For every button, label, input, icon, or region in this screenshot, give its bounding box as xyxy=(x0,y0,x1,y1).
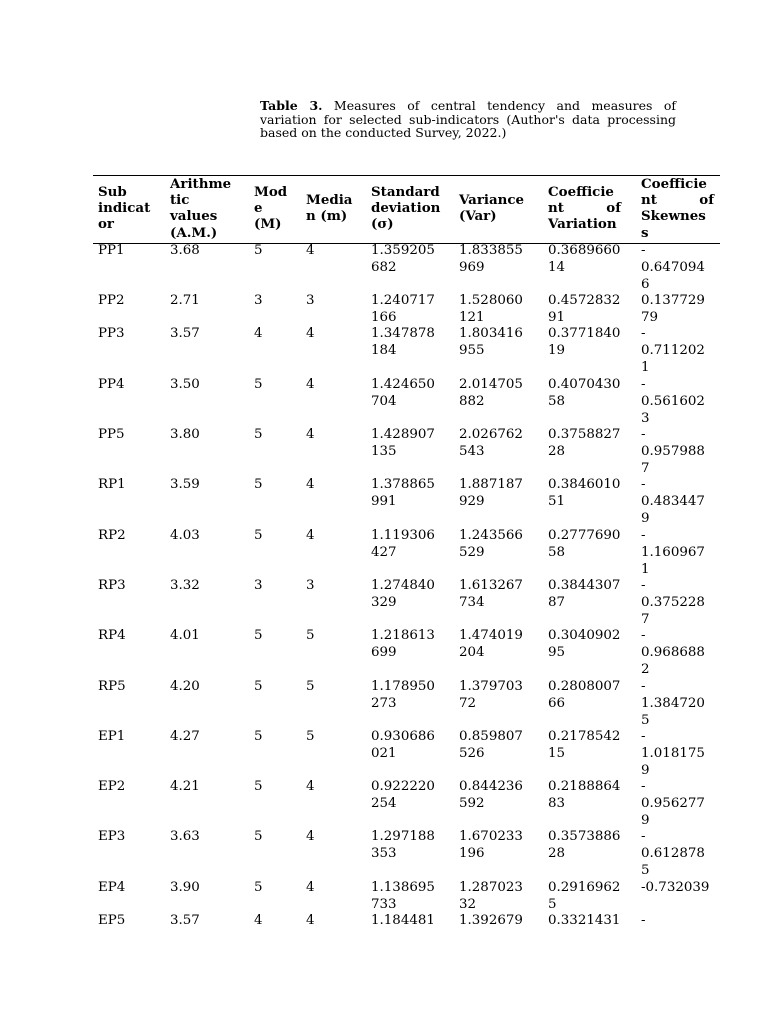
table-cell: 4.20 xyxy=(170,679,200,694)
table-cell: 1.613267 734 xyxy=(459,578,523,610)
table-cell: 1.287023 32 xyxy=(459,880,523,912)
table-label: Table 3. xyxy=(260,98,323,113)
table-cell: 0.3758827 28 xyxy=(548,427,621,459)
column-header xyxy=(548,184,621,233)
column-header-line: indicat xyxy=(98,200,151,217)
table-cell: PP5 xyxy=(98,427,125,442)
table-cell: 0.3771840 19 xyxy=(548,326,621,358)
column-header-line: Skewnes xyxy=(641,208,706,225)
table-cell: RP1 xyxy=(98,477,126,492)
column-header-word: nt xyxy=(641,192,657,209)
table-cell: 5 xyxy=(254,829,263,844)
table-cell: 5 xyxy=(254,528,263,543)
column-header-line xyxy=(548,200,621,216)
table-cell: 3 xyxy=(254,293,263,308)
table-cell: 0.4070430 58 xyxy=(548,377,621,409)
table-cell: 5 xyxy=(254,427,263,442)
table-cell: -0.732039 xyxy=(641,880,710,895)
column-header xyxy=(371,184,440,233)
table-cell: - 0.957988 7 xyxy=(641,427,705,476)
table-cell: 4.03 xyxy=(170,528,200,543)
table-cell: 0.3321431 xyxy=(548,913,621,928)
table-cell: EP1 xyxy=(98,729,126,744)
table-cell: 0.3689660 14 xyxy=(548,243,621,275)
table-cell: 0.3844307 87 xyxy=(548,578,621,610)
column-header-line: (Var) xyxy=(459,208,497,225)
column-header-line: tic xyxy=(170,192,190,209)
table-cell: 1.138695 733 xyxy=(371,880,435,912)
column-header-line: or xyxy=(98,216,114,233)
table-cell: 4 xyxy=(306,913,315,928)
column-header-line xyxy=(641,192,714,208)
table-cell: 1.803416 955 xyxy=(459,326,523,358)
table-cell: 5 xyxy=(254,729,263,744)
table-cell: 0.922220 254 xyxy=(371,779,435,811)
table-cell: 1.359205 682 xyxy=(371,243,435,275)
column-header xyxy=(306,192,352,224)
table-cell: - 1.018175 9 xyxy=(641,729,705,778)
table-cell: 4 xyxy=(306,326,315,341)
table-cell: 1.378865 991 xyxy=(371,477,435,509)
table-cell: 3.90 xyxy=(170,880,200,895)
column-header-word: nt xyxy=(548,200,564,217)
table-cell: 4 xyxy=(306,243,315,258)
table-cell: 1.424650 704 xyxy=(371,377,435,409)
table-cell: 1.184481 xyxy=(371,913,435,928)
column-header xyxy=(254,184,287,233)
table-cell: 1.833855 969 xyxy=(459,243,523,275)
table-cell: 1.274840 329 xyxy=(371,578,435,610)
column-header-line: n (m) xyxy=(306,208,348,225)
table-cell: 5 xyxy=(254,779,263,794)
table-cell: - 0.612878 5 xyxy=(641,829,705,878)
table-cell: 3.50 xyxy=(170,377,200,392)
table-cell: 0.2777690 58 xyxy=(548,528,621,560)
table-cell: 2.026762 543 xyxy=(459,427,523,459)
table-cell: 1.474019 204 xyxy=(459,628,523,660)
column-header-line: (A.M.) xyxy=(170,224,218,241)
table-cell: 4 xyxy=(306,829,315,844)
column-header-line: Media xyxy=(306,192,353,208)
table-cell: 3 xyxy=(306,578,315,593)
column-header-word: of xyxy=(699,192,714,209)
column-header-line: Arithme xyxy=(170,176,232,192)
column-header-line: deviation xyxy=(371,200,441,217)
table-cell: 0.3573886 28 xyxy=(548,829,621,861)
column-header-line: Mod xyxy=(254,184,288,200)
table-cell: 1.528060 121 xyxy=(459,293,523,325)
table-cell: 0.859807 526 xyxy=(459,729,523,761)
table-cell: 5 xyxy=(254,880,263,895)
table-cell: 4 xyxy=(254,326,263,341)
table-cell: RP3 xyxy=(98,578,126,593)
table-cell: - 0.483447 9 xyxy=(641,477,705,526)
column-header-line: e xyxy=(254,200,263,217)
table-cell: 4 xyxy=(254,913,263,928)
column-header-line: Standard xyxy=(371,184,440,200)
table-cell: 1.240717 166 xyxy=(371,293,435,325)
table-cell: 2.71 xyxy=(170,293,200,308)
table-cell: EP3 xyxy=(98,829,126,844)
table-cell: 3.32 xyxy=(170,578,200,593)
table-cell: 3 xyxy=(254,578,263,593)
column-header-line: (M) xyxy=(254,216,282,233)
table-cell: 3.80 xyxy=(170,427,200,442)
table-cell: 0.2188864 83 xyxy=(548,779,621,811)
table-cell: RP2 xyxy=(98,528,126,543)
table-cell: PP4 xyxy=(98,377,125,392)
table-cell: 3 xyxy=(306,293,315,308)
column-header-line: Coefficie xyxy=(641,176,707,192)
table-cell: 5 xyxy=(254,477,263,492)
table-cell: 4 xyxy=(306,427,315,442)
table-cell: - 0.647094 6 xyxy=(641,243,705,292)
table-cell: 1.218613 699 xyxy=(371,628,435,660)
table-cell: 4 xyxy=(306,779,315,794)
table-cell: 1.379703 72 xyxy=(459,679,523,711)
table-cell: EP4 xyxy=(98,880,126,895)
table-cell: 4 xyxy=(306,377,315,392)
column-header xyxy=(170,176,231,241)
column-header-line: Variance xyxy=(459,192,525,208)
table-cell: 0.137729 79 xyxy=(641,293,705,325)
column-header-line: (σ) xyxy=(371,216,394,233)
table-cell: RP5 xyxy=(98,679,126,694)
table-cell: - 1.384720 5 xyxy=(641,679,705,728)
table-cell: 0.844236 592 xyxy=(459,779,523,811)
table-cell: - 0.968688 2 xyxy=(641,628,705,677)
column-header-line: Variation xyxy=(548,216,617,233)
table-cell: 0.3040902 95 xyxy=(548,628,621,660)
table-cell: 5 xyxy=(254,679,263,694)
table-cell: 1.887187 929 xyxy=(459,477,523,509)
table-cell: 3.63 xyxy=(170,829,200,844)
table-cell: - 0.956277 9 xyxy=(641,779,705,828)
caption-text: Measures of central tendency and measures of variation for selected sub-indicators (Author's data processing based on the conducted Survey, 2022.) xyxy=(260,98,676,140)
table-cell: 3.68 xyxy=(170,243,200,258)
table-cell: 5 xyxy=(254,628,263,643)
table-cell: 5 xyxy=(254,243,263,258)
table-cell: 1.428907 135 xyxy=(371,427,435,459)
table-cell: - 0.561602 3 xyxy=(641,377,705,426)
table-cell: 4.21 xyxy=(170,779,200,794)
table-cell: EP5 xyxy=(98,913,126,928)
table-cell: - 1.160967 1 xyxy=(641,528,705,577)
column-header xyxy=(641,176,714,241)
table-cell: 1.119306 427 xyxy=(371,528,435,560)
column-header xyxy=(98,184,150,233)
table-cell: 1.347878 184 xyxy=(371,326,435,358)
table-cell: 4.01 xyxy=(170,628,200,643)
table-cell: 4.27 xyxy=(170,729,200,744)
table-cell: 5 xyxy=(306,679,315,694)
table-cell: PP3 xyxy=(98,326,125,341)
table-cell: 0.3846010 51 xyxy=(548,477,621,509)
table-cell: 0.2178542 15 xyxy=(548,729,621,761)
table-cell: 1.297188 353 xyxy=(371,829,435,861)
table-cell: 0.2808007 66 xyxy=(548,679,621,711)
table-caption xyxy=(260,99,676,140)
table-cell: 2.014705 882 xyxy=(459,377,523,409)
table-cell: 0.4572832 91 xyxy=(548,293,621,325)
table-cell: - 0.711202 1 xyxy=(641,326,705,375)
table-cell: 3.57 xyxy=(170,913,200,928)
table-cell: 0.930686 021 xyxy=(371,729,435,761)
table-cell: 1.178950 273 xyxy=(371,679,435,711)
table-cell: 5 xyxy=(306,729,315,744)
table-cell: 3.57 xyxy=(170,326,200,341)
column-header-line: s xyxy=(641,224,649,241)
table-cell: PP1 xyxy=(98,243,125,258)
column-header-line: Sub xyxy=(98,184,127,200)
table-cell: 5 xyxy=(254,377,263,392)
table-cell: 4 xyxy=(306,528,315,543)
table-cell: 4 xyxy=(306,880,315,895)
table-cell: 1.670233 196 xyxy=(459,829,523,861)
table-cell: RP4 xyxy=(98,628,126,643)
table-cell: 1.392679 xyxy=(459,913,523,928)
table-cell: - xyxy=(641,913,646,928)
table-cell: - 0.375228 7 xyxy=(641,578,705,627)
column-header-word: of xyxy=(606,200,621,217)
table-cell: 4 xyxy=(306,477,315,492)
table-cell: 1.243566 529 xyxy=(459,528,523,560)
table-cell: 3.59 xyxy=(170,477,200,492)
column-header-line: Coefficie xyxy=(548,184,614,200)
table-cell: EP2 xyxy=(98,779,126,794)
column-header xyxy=(459,192,524,224)
table-cell: PP2 xyxy=(98,293,125,308)
table-cell: 0.2916962 5 xyxy=(548,880,621,912)
table-cell: 5 xyxy=(306,628,315,643)
column-header-line: values xyxy=(170,208,218,225)
